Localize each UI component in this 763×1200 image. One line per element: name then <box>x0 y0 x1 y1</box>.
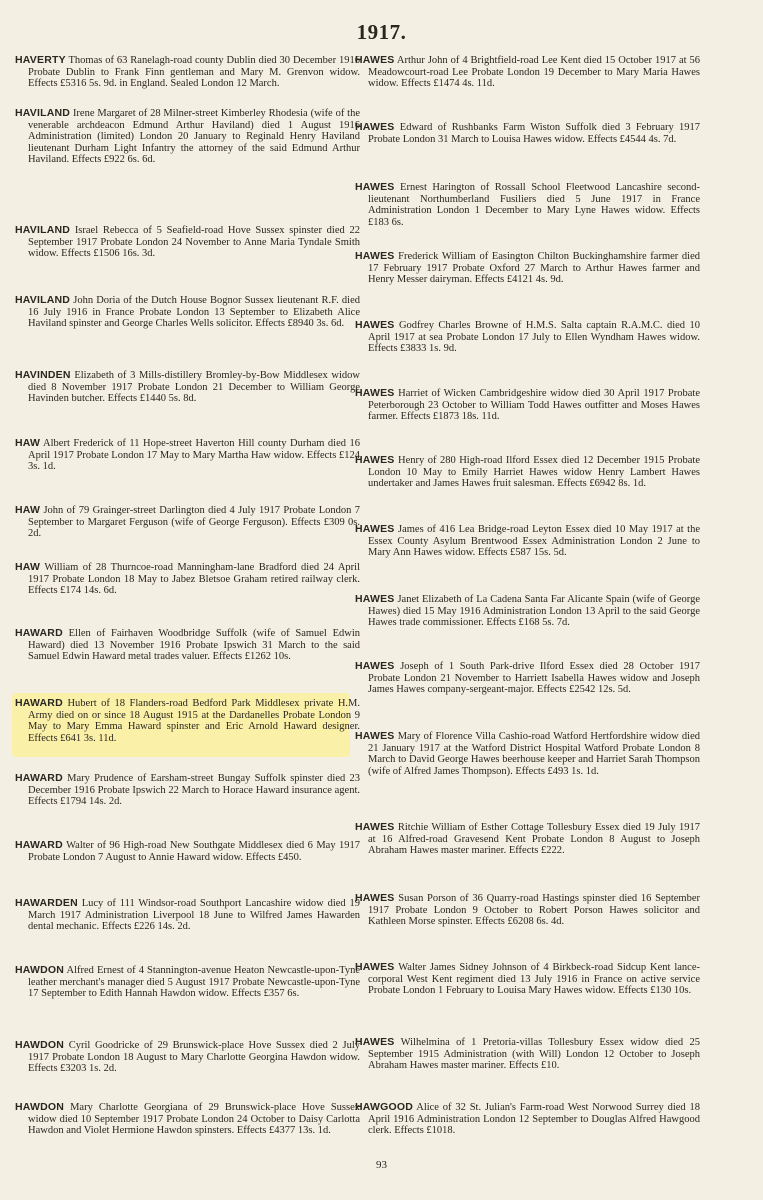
probate-entry <box>15 295 360 330</box>
entry-surname: HAWES <box>355 387 395 399</box>
entry-surname: HAWARD <box>15 697 63 709</box>
probate-entry <box>355 388 700 423</box>
entry-surname: HAVERTY <box>15 54 66 66</box>
probate-entry <box>15 965 360 1000</box>
entry-text: Walter James Sidney Johnson of 4 Birkbeck-road Sidcup Kent lance-corporal West Kent regiment died 13 July 1916 in France on active service Probate London 1 February to Louisa Mary Hawes widow. Effects £130 10s. <box>368 962 700 997</box>
entry-text: Mary Charlotte Georgiana of 29 Brunswick-place Hove Sussex widow died 10 September 1917 Probate London 24 October to Daisy Carlotta Hawdon and Violet Hermione Hawdon spinsters. Effects £4377 13s. 1d. <box>28 1102 360 1137</box>
entry-surname: HAWES <box>355 454 395 466</box>
probate-entry <box>15 55 360 90</box>
entry-text: Lucy of 111 Windsor-road Southport Lancashire widow died 19 March 1917 Administration Liverpool 18 June to Wilfred James Hawarden dental mechanic. Effects £226 14s. 2d. <box>28 898 361 933</box>
probate-entry <box>15 898 360 933</box>
entry-surname: HAWES <box>355 730 395 742</box>
entry-text: William of 28 Thurncoe-road Manningham-lane Bradford died 24 April 1917 Probate London 18 May to Jabez Bletsoe Graham retired railway clerk. Effects £174 14s. 6d. <box>28 562 360 597</box>
probate-entry <box>355 893 700 928</box>
entry-surname: HAWES <box>355 821 395 833</box>
entry-text: James of 416 Lea Bridge-road Leyton Essex died 10 May 1917 at the Essex County Asylum Brentwood Essex Administration London 2 June to Mary Ann Hawes widow. Effects £587 15s. 5d. <box>368 524 701 559</box>
entry-text: Joseph of 1 South Park-drive Ilford Essex died 28 October 1917 Probate London 21 November to Harriett Isabella Hawes widow and Joseph James Hawes company-sergeant-major. Effects £2542 12s. 5d. <box>368 661 701 696</box>
entry-surname: HAWES <box>355 121 395 133</box>
entry-text: Arthur John of 4 Brightfield-road Lee Kent died 15 October 1917 at 56 Meadowcourt-road Lee Probate London 19 December to Mary Maria Hawes widow. Effects £1474 4s. 11d. <box>368 55 700 90</box>
entry-text: Alfred Ernest of 4 Stannington-avenue Heaton Newcastle-upon-Tyne leather merchant's manager died 5 August 1917 Probate Newcastle-upon-Tyne 17 September to Edith Hannah Hawdon widow. Effects £357 6s. <box>28 965 361 1000</box>
entry-text: Ellen of Fairhaven Woodbridge Suffolk (wife of Samuel Edwin Haward) died 13 November 1916 Probate Ipswich 31 March to the said Samuel Edwin Haward metal trades valuer. Effects £1262 10s. <box>28 628 361 663</box>
entry-text: Cyril Goodricke of 29 Brunswick-place Hove Sussex died 2 July 1917 Probate London 18 August to Mary Charlotte Georgina Hawdon widow. Effects £3203 1s. 2d. <box>28 1040 361 1075</box>
entry-text: Mary of Florence Villa Cashio-road Watford Hertfordshire widow died 21 January 1917 at the Watford District Hospital Watford Probate London 8 March to David George Hawes beerhouse keeper and Harriet Sarah Thompson (wife of Alfred James Thompson). Effects £493 1s. 1d. <box>368 731 700 777</box>
entry-text: Israel Rebecca of 5 Seafield-road Hove Sussex spinster died 22 September 1917 Probate London 24 November to Anne Maria Tyndale Smith widow. Effects £1506 16s. 3d. <box>28 225 360 260</box>
entry-surname: HAWES <box>355 660 395 672</box>
page-title: 1917. <box>356 20 407 44</box>
probate-entry <box>15 840 360 863</box>
entry-text: Ritchie William of Esther Cottage Tollesbury Essex died 19 July 1917 at 16 Alfred-road Gravesend Kent Probate London 8 August to Joseph Abraham Hawes master mariner. Effects £222. <box>368 822 701 857</box>
entry-surname: HAWES <box>355 250 395 262</box>
probate-entry <box>355 1102 700 1137</box>
entry-surname: HAWDON <box>15 1101 65 1113</box>
entry-surname: HAWES <box>355 181 395 193</box>
probate-entry <box>355 182 700 228</box>
entry-text: Mary Prudence of Earsham-street Bungay Suffolk spinster died 23 December 1916 Probate Ipswich 22 March to Horace Haward insurance agent. Effects £1794 14s. 2d. <box>28 773 360 808</box>
entry-surname: HAWES <box>355 523 395 535</box>
probate-entry <box>355 962 700 997</box>
entry-text: Alice of 32 St. Julian's Farm-road West Norwood Surrey died 18 April 1916 Administration London 12 September to Douglas Alfred Hawgood clerk. Effects £1018. <box>368 1102 700 1137</box>
entry-surname: HAW <box>15 504 41 516</box>
entry-text: Hubert of 18 Flanders-road Bedford Park Middlesex private H.M. Army died on or since 18 August 1915 at the Dardanelles Probate London 9 May to Mary Emma Haward spinster and Eric Arnold Haward designer. Effects £641 3s. 11d. <box>28 698 361 744</box>
entry-surname: HAWES <box>355 319 395 331</box>
probate-entry <box>355 731 700 777</box>
probate-entry <box>355 661 700 696</box>
probate-entry <box>15 628 360 663</box>
entry-surname: HAVINDEN <box>15 369 71 381</box>
entry-surname: HAWES <box>355 1036 395 1048</box>
entry-text: Edward of Rushbanks Farm Wiston Suffolk died 3 February 1917 Probate London 31 March to Louisa Hawes widow. Effects £4544 4s. 7d. <box>368 122 701 145</box>
entry-text: Albert Frederick of 11 Hope-street Haverton Hill county Durham died 16 April 1917 Probate London 17 May to Mary Martha Haw widow. Effects £124 3s. 1d. <box>28 438 361 473</box>
entry-text: John of 79 Grainger-street Darlington died 4 July 1917 Probate London 7 September to Margaret Ferguson (wife of George Ferguson). Effects £309 0s. 2d. <box>28 505 361 540</box>
probate-entry <box>15 370 360 405</box>
entry-text: Henry of 280 High-road Ilford Essex died 12 December 1915 Probate London 10 May to Emily Harriet Hawes widow Henry Lambert Hawes undertaker and James Hawes fruit salesman. Effects £6942 8s. 1d. <box>368 455 700 490</box>
probate-entry <box>355 122 700 145</box>
probate-entry <box>355 594 700 629</box>
entry-surname: HAWDON <box>15 1039 65 1051</box>
entry-text: Janet Elizabeth of La Cadena Santa Far Alicante Spain (wife of George Hawes) died 15 May 1916 Administration London 13 April to the said George Hawes trade commissioner. Effects £168 5s. 7d. <box>368 594 701 629</box>
probate-entry <box>355 320 700 355</box>
entry-surname: HAWARD <box>15 839 63 851</box>
entry-surname: HAVILAND <box>15 224 71 236</box>
probate-entry <box>15 562 360 597</box>
entry-text: Harriet of Wicken Cambridgeshire widow died 30 April 1917 Probate Peterborough 23 October to William Todd Hawes outfitter and Moses Hawes farmer. Effects £1873 18s. 11d. <box>368 388 700 423</box>
entry-surname: HAVILAND <box>15 294 71 306</box>
probate-entry <box>355 251 700 286</box>
probate-entry <box>355 455 700 490</box>
probate-entry <box>15 1040 360 1075</box>
entry-surname: HAWARD <box>15 772 63 784</box>
probate-entry <box>15 773 360 808</box>
entry-text: Susan Porson of 36 Quarry-road Hastings spinster died 16 September 1917 Probate London 9 October to Robert Porson Hawes solicitor and Kathleen Morse spinster. Effects £6208 6s. 4d. <box>368 893 700 928</box>
entry-text: Ernest Harington of Rossall School Fleetwood Lancashire second-lieutenant Northumberland Fusiliers died 5 June 1917 in France Administration London 1 December to Mary Lyne Hawes widow. Effects £183 6s. <box>368 182 700 228</box>
probate-entry <box>15 505 360 540</box>
entry-surname: HAWDON <box>15 964 65 976</box>
entry-surname: HAW <box>15 561 41 573</box>
entry-text: Godfrey Charles Browne of H.M.S. Salta captain R.A.M.C. died 10 April 1917 at sea Probate London 17 July to Ellen Wyndham Hawes widow. Effects £3833 1s. 9d. <box>368 320 701 355</box>
page-number: 93 <box>376 1159 387 1171</box>
entry-text: Frederick William of Easington Chilton Buckinghamshire farmer died 17 February 1917 Probate Oxford 27 March to Arthur Hawes farmer and Henry Messer dairyman. Effects £4121 4s. 9d. <box>368 251 700 286</box>
entry-text: Walter of 96 High-road New Southgate Middlesex died 6 May 1917 Probate London 7 August to Annie Haward widow. Effects £450. <box>28 840 360 863</box>
probate-entry <box>15 225 360 260</box>
entry-surname: HAW <box>15 437 41 449</box>
probate-entry <box>355 822 700 857</box>
probate-entry <box>15 1102 360 1137</box>
entry-text: Wilhelmina of 1 Pretoria-villas Tollesbury Essex widow died 25 September 1915 Administration (with Will) London 12 October to Joseph Abraham Hawes master mariner. Effects £10. <box>368 1037 700 1072</box>
probate-entry <box>15 438 360 473</box>
probate-entry <box>15 108 360 166</box>
entry-surname: HAWES <box>355 593 395 605</box>
probate-entry <box>355 55 700 90</box>
entry-surname: HAWARD <box>15 627 63 639</box>
probate-entry <box>15 698 360 744</box>
entry-text: John Doria of the Dutch House Bognor Sussex lieutenant R.F. died 16 July 1916 in France Probate London 13 September to Elizabeth Alice Haviland spinster and George Charles Wells solicitor. Effects £8940 3s. 6d. <box>28 295 360 330</box>
entry-surname: HAWES <box>355 54 395 66</box>
entry-text: Thomas of 63 Ranelagh-road county Dublin died 30 December 1916 Probate Dublin to Frank Finn gentleman and Mary M. Grenvon widow. Effects £5316 5s. 9d. in England. Sealed London 12 March. <box>28 55 360 90</box>
entry-text: Elizabeth of 3 Mills-distillery Bromley-by-Bow Middlesex widow died 8 November 1917 Probate London 21 December to William George Havinden butcher. Effects £1440 5s. 8d. <box>28 370 360 405</box>
entry-surname: HAWARDEN <box>15 897 78 909</box>
probate-entry <box>355 524 700 559</box>
entry-surname: HAWES <box>355 961 395 973</box>
entry-surname: HAWGOOD <box>355 1101 413 1113</box>
probate-entry <box>355 1037 700 1072</box>
entry-surname: HAVILAND <box>15 107 71 119</box>
entry-surname: HAWES <box>355 892 395 904</box>
entry-text: Irene Margaret of 28 Milner-street Kimberley Rhodesia (wife of the venerable archdeacon Edmund Arthur Haviland) died 1 August 1916 Administration (limited) London 20 January to Reginald Henry Haviland lieutenant Durham Light Infantry the attorney of the said Edmund Arthur Haviland. Effects £922 6s. 6d. <box>28 108 360 166</box>
